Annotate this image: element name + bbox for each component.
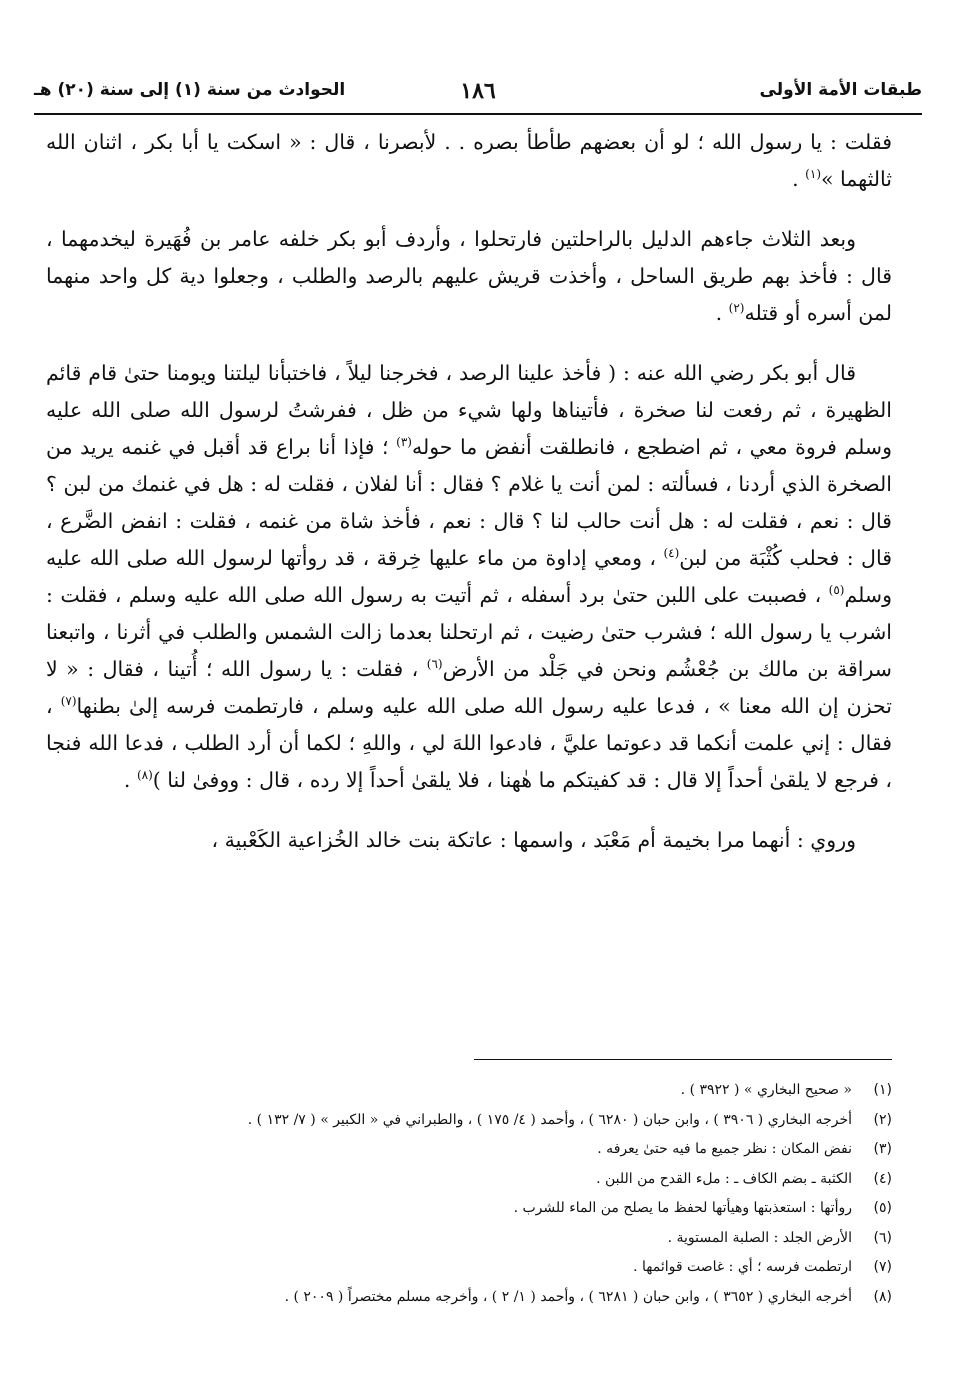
paragraph-text: ، ومعي إداوة من ماء عليها خِرقة ، قد روأتها لرسول الله صلى الله عليه وسلم xyxy=(46,546,892,607)
footnotes xyxy=(46,1076,892,1312)
paragraph-1 xyxy=(46,124,892,198)
footnote-text: « صحيح البخاري » ( ٣٩٢٢ ) . xyxy=(680,1082,852,1098)
footnote-rule xyxy=(474,1059,892,1060)
footnote xyxy=(46,1076,892,1106)
footnote-ref: (٣) xyxy=(396,435,412,450)
footnote-text: ارتطمت فرسه ؛ أي : غاصت قوائمها . xyxy=(633,1259,852,1275)
footnote-ref: (٧) xyxy=(60,694,77,709)
footnote xyxy=(46,1194,892,1224)
footnote-number: (٦) xyxy=(873,1229,892,1246)
footnote xyxy=(46,1135,892,1165)
header-rule xyxy=(34,113,922,115)
footnote-text: الأرض الجلد : الصلبة المستوية . xyxy=(667,1229,852,1246)
footnote-number: (٣) xyxy=(873,1141,892,1157)
paragraph-text: ، فقال : إني علمت أنكما قد دعوتما عليَّ ، فادعوا اللهَ لي ، واللهِ ؛ لكما أن أرد الطلب ، فدعا الله فنجا ، فرجع لا يلقىٰ أحداً إلا قال : قد كفيتكم ما هٰهنا ، فلا يلقىٰ أحداً إلا رده ، قال : ووفىٰ لنا ) xyxy=(46,694,892,792)
footnote xyxy=(46,1224,892,1254)
paragraph-text: ، فصببت على اللبن حتىٰ برد أسفله ، ثم أتيت به رسول الله صلى الله عليه وسلم ، فقلت : اشرب يا رسول الله ؛ فشرب حتىٰ رضيت ، ثم ارتحلنا بعدما زالت الشمس والطلب في أثرنا ، واتبعنا سراقة بن مالك بن جُعْشُم ونحن في جَلْد من الأرض xyxy=(46,583,892,681)
page-number: ١٨٦ xyxy=(460,78,496,104)
footnote xyxy=(46,1165,892,1195)
footnote-text: روأتها : استعذبتها وهيأتها لحفظ ما يصلح من الماء للشرب . xyxy=(513,1200,852,1216)
paragraph-text: قال أبو بكر رضي الله عنه : ( فأخذ علينا الرصد ، فخرجنا ليلاً ، فاختبأنا ليلتنا ويومنا حتىٰ قام قائم الظهيرة ، ثم رفعت لنا صخرة ، فأتيناها ولها شيء من ظل ، ففرشتُ لرسول الله صلى الله عليه وسلم فروة معي ، ثم اضطجع ، فانطلقت أنفض ما حوله xyxy=(46,361,892,459)
footnote-number: (٧) xyxy=(873,1259,892,1275)
paragraph-text: ، فقلت : يا رسول الله ؛ أُتينا ، فقال : « لا تحزن إن الله معنا » ، فدعا عليه رسول الله صلى الله عليه وسلم ، فارتطمت فرسه إلىٰ بطنها xyxy=(46,657,892,718)
footnote-ref: (٥) xyxy=(828,583,845,598)
paragraph-end: . xyxy=(123,768,137,792)
footnote xyxy=(46,1283,892,1313)
footnote xyxy=(46,1106,892,1136)
footnote-number: (١) xyxy=(873,1082,892,1098)
footnote-ref: (٢) xyxy=(728,301,745,316)
footnote-ref: (٨) xyxy=(136,768,153,783)
footnote-text: الكثبة ـ بضم الكاف ـ : ملء القدح من اللبن . xyxy=(596,1170,852,1187)
footnote-number: (٤) xyxy=(873,1170,892,1187)
book-title: طبقات الأمة الأولى xyxy=(759,80,922,100)
footnote-number: (٨) xyxy=(873,1288,892,1305)
footnote-ref: (١) xyxy=(805,167,821,182)
main-text xyxy=(46,124,892,859)
footnote-ref: (٤) xyxy=(663,546,680,561)
footnote-text: نفض المكان : نظر جميع ما فيه حتىٰ يعرفه . xyxy=(597,1141,852,1157)
paragraph-3 xyxy=(46,355,892,799)
paragraph-end: . xyxy=(715,301,729,325)
footnote xyxy=(46,1253,892,1283)
footnote-ref: (٦) xyxy=(426,657,443,672)
paragraph-4 xyxy=(46,822,892,859)
footnote-number: (٥) xyxy=(873,1200,892,1216)
footnote-text: أخرجه البخاري ( ٣٦٥٢ ) ، وابن حبان ( ٦٢٨١ ) ، وأحمد ( ١/ ٢ ) ، وأخرجه مسلم مختصراً ( ٢٠٠٩ ) . xyxy=(284,1288,852,1305)
running-header xyxy=(34,78,922,110)
paragraph-text: ؛ فإذا أنا براع قد أقبل في غنمه يريد من الصخرة الذي أردنا ، فسألته : لمن أنت يا غلام ؟ فقال : أنا لفلان ، فقلت له : هل في غنمك من لبن ؟ قال : نعم ، فقلت له : هل أنت حالب لنا ؟ قال : نعم ، فأخذ شاة من غنمه ، فقلت : انفض الضَّرع ، قال : فحلب كُثْبَة من لبن xyxy=(46,435,893,570)
footnote-number: (٢) xyxy=(873,1111,892,1128)
paragraph-text: وروي : أنهما مرا بخيمة أم مَعْبَد ، واسمها : عاتكة بنت خالد الخُزاعية الكَعْبية ، xyxy=(211,828,856,852)
chapter-title: الحوادث من سنة (١) إلى سنة (٢٠) هـ xyxy=(34,80,346,100)
paragraph-end: . xyxy=(792,167,806,191)
paragraph-text: فقلت : يا رسول الله ؛ لو أن بعضهم طأطأ بصره . . لأبصرنا ، قال : « اسكت يا أبا بكر ، اثنان الله ثالثهما » xyxy=(46,130,892,191)
paragraph-2 xyxy=(46,221,892,332)
footnote-text: أخرجه البخاري ( ٣٩٠٦ ) ، وابن حبان ( ٦٢٨٠ ) ، وأحمد ( ٤/ ١٧٥ ) ، والطبراني في « الكبير » ( ٧/ ١٣٢ ) . xyxy=(247,1111,852,1128)
paragraph-text: وبعد الثلاث جاءهم الدليل بالراحلتين فارتحلوا ، وأردف أبو بكر خلفه عامر بن فُهَيرة ليخدمهما ، قال : فأخذ بهم طريق الساحل ، وأخذت قريش عليهم بالرصد والطلب ، وجعلوا دية كل واحد منهما لمن أسره أو قتله xyxy=(46,227,892,325)
